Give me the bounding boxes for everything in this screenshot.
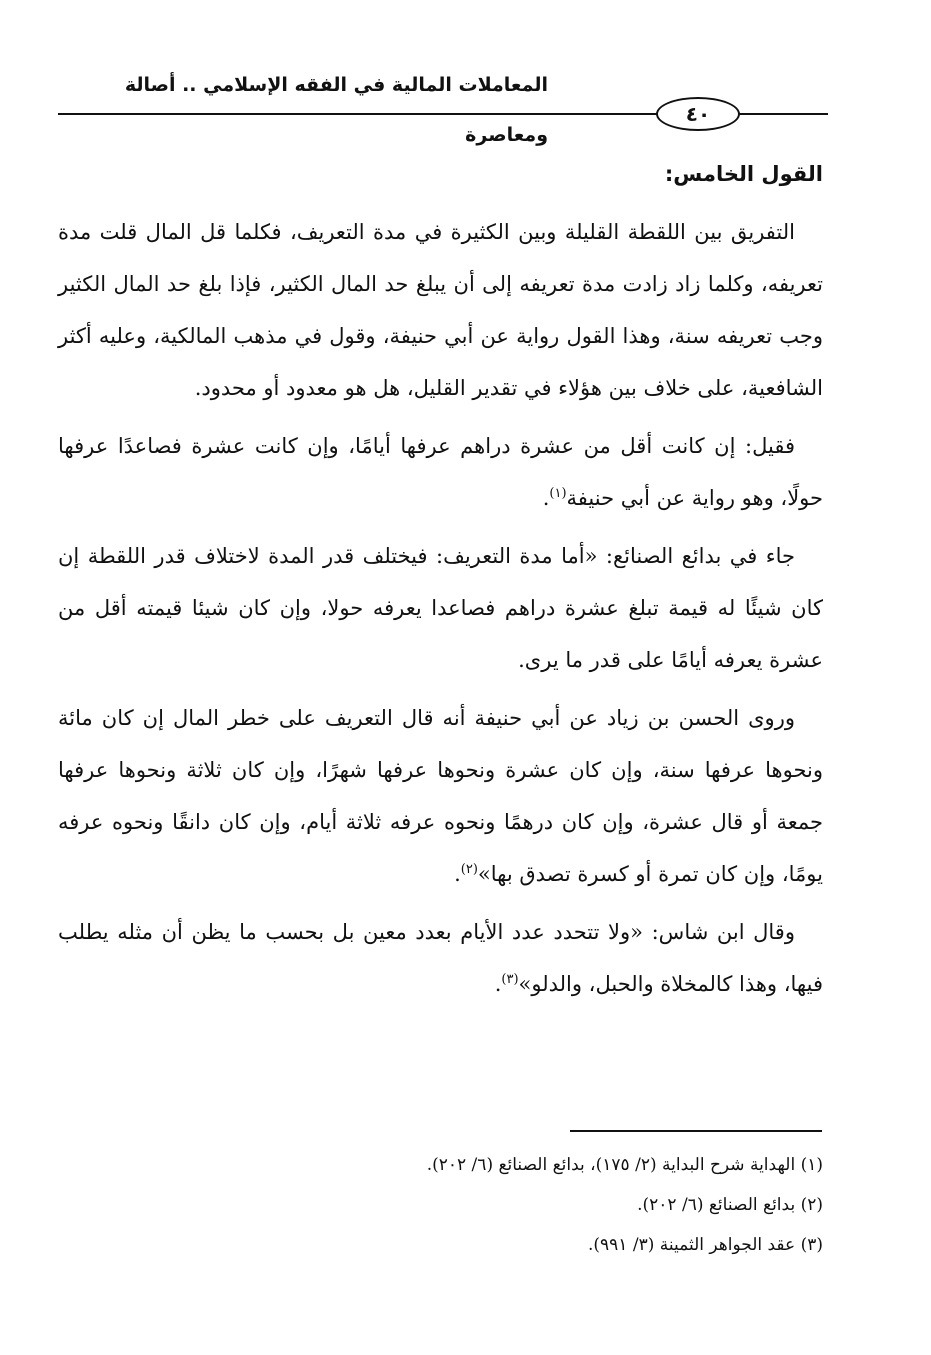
footnotes: [58, 1145, 823, 1265]
footnote: (٢) بدائع الصنائع (٦/ ٢٠٢).: [637, 1195, 823, 1215]
footnote-marker[interactable]: (٣): [501, 972, 519, 987]
paragraph: [58, 530, 823, 686]
paragraph-text: وروى الحسن بن زياد عن أبي حنيفة أنه قال التعريف على خطر المال إن كان مائة ونحوها عرفها سنة، وإن كان عشرة ونحوها عرفها شهرًا، وإن كان ثلاثة ونحوها عرفها جمعة أو قال عشرة، وإن كان درهمًا ونحوه عرفه ثلاثة أيام، وإن كان دانقًا ونحوه عرفه يومًا، وإن كان تمرة أو كسرة تصدق بها»: [58, 706, 823, 886]
footnote-separator: [570, 1130, 822, 1132]
body-text: [58, 148, 823, 1016]
paragraph-end: .: [542, 486, 550, 510]
section-heading: القول الخامس:: [664, 162, 823, 186]
paragraph: [58, 206, 823, 414]
paragraph: [58, 420, 823, 524]
footnote-marker[interactable]: (١): [549, 486, 567, 501]
paragraph-text: فقيل: إن كانت أقل من عشرة دراهم عرفها أيامًا، وإن كانت عشرة فصاعدًا عرفها حولًا، وهو رواية عن أبي حنيفة: [58, 434, 823, 510]
footnote: (٣) عقد الجواهر الثمينة (٣/ ٩٩١).: [587, 1235, 823, 1255]
paragraph: [58, 906, 823, 1010]
paragraph-text: وقال ابن شاس: «ولا تتحدد عدد الأيام بعدد معين بل بحسب ما يظن أن مثله يطلب فيها، وهذا كالمخلاة والحبل، والدلو»: [58, 920, 823, 996]
paragraph: [58, 692, 823, 900]
paragraph-end: .: [454, 862, 461, 886]
running-head-title: المعاملات المالية في الفقه الإسلامي .. أصالة ومعاصرة: [124, 74, 548, 146]
paragraph-text: جاء في بدائع الصنائع: «أما مدة التعريف: فيختلف قدر المدة لاختلاف قدر اللقطة إن كان شيئًا له قيمة تبلغ عشرة دراهم فصاعدا يعرفه حولا، وإن كان شيئا قيمته أقل من عشرة يعرفه أيامًا على قدر ما يرى.: [58, 544, 823, 672]
page-number-badge: ٤٠: [656, 97, 740, 131]
header-rule-right: [738, 113, 828, 115]
footnote: (١) الهداية شرح البداية (٢/ ١٧٥)، بدائع الصنائع (٦/ ٢٠٢).: [426, 1155, 823, 1175]
paragraph-text: التفريق بين اللقطة القليلة وبين الكثيرة في مدة التعريف، فكلما قل المال قلت مدة تعريفه، وكلما زاد زادت مدة تعريفه إلى أن يبلغ حد المال الكثير، فإذا بلغ حد المال الكثير وجب تعريفه سنة، وهذا القول رواية عن أبي حنيفة، وقول في مذهب المالكية، وعليه أكثر الشافعية، على خلاف بين هؤلاء في تقدير القليل، هل هو معدود أو محدود.: [58, 220, 823, 400]
header-rule-left: [58, 113, 658, 115]
paragraph-end: .: [494, 972, 502, 996]
footnote-marker[interactable]: (٢): [460, 862, 478, 877]
